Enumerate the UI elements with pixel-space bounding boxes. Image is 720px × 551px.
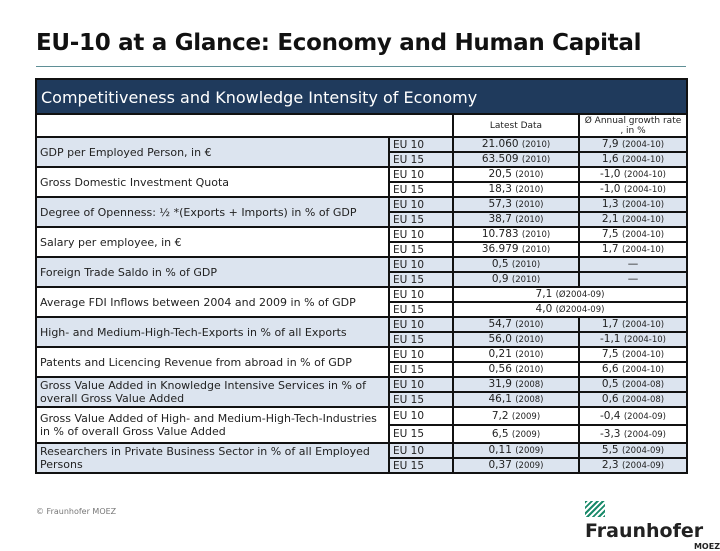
year-note: (2004-10) <box>621 140 665 150</box>
table-row <box>36 347 687 362</box>
table-row <box>36 317 687 332</box>
header-latest: Latest Data <box>453 114 579 137</box>
year-note: (2010) <box>515 200 544 210</box>
growth-value <box>579 377 687 392</box>
value: EU 10 <box>393 378 425 391</box>
year-note: (2009) <box>515 461 544 471</box>
year-note: (2010) <box>515 185 544 195</box>
value: 38,7 <box>488 213 512 225</box>
growth-value <box>579 362 687 377</box>
year-note: (2009) <box>511 429 541 440</box>
value: 5,5 <box>601 444 619 456</box>
value: EU 10 <box>393 228 425 241</box>
value: EU 15 <box>393 363 425 376</box>
indicator-label <box>36 407 389 443</box>
value: -1,0 <box>600 183 621 195</box>
year-note: (2004-09) <box>623 411 666 422</box>
indicator-label <box>36 317 389 347</box>
year-note: (2010) <box>515 320 544 330</box>
value: 7,9 <box>601 138 619 150</box>
value: 57,3 <box>488 198 512 210</box>
table-row <box>36 287 687 302</box>
growth-value <box>579 392 687 407</box>
growth-value <box>579 152 687 167</box>
year-note: (2010) <box>515 350 544 360</box>
table-header <box>36 114 687 137</box>
value: 7,5 <box>601 348 619 360</box>
latest-value <box>453 317 579 332</box>
value: 0,56 <box>488 363 512 375</box>
latest-value <box>453 443 579 458</box>
region-label <box>389 347 453 362</box>
region-label <box>389 257 453 272</box>
latest-value <box>453 137 579 152</box>
year-note: (2008) <box>515 380 544 390</box>
value: 0,21 <box>488 348 512 360</box>
year-note: (2010) <box>521 155 551 165</box>
value: Salary per employee, in € <box>40 235 182 249</box>
year-note: (2004-10) <box>621 155 665 165</box>
value: 6,5 <box>491 427 509 440</box>
value: EU 15 <box>393 213 425 226</box>
logo-sub: MOEZ <box>693 542 720 551</box>
table-row <box>36 443 687 458</box>
value: EU 10 <box>393 444 425 457</box>
value: Degree of Openness: ½ *(Exports + Imports) in % of GDP <box>40 205 357 219</box>
value: -1,1 <box>600 333 621 345</box>
latest-value <box>453 287 687 302</box>
indicator-label <box>36 197 389 227</box>
header-growth: Ø Annual growth rate , in % <box>579 114 687 137</box>
region-label <box>389 407 453 425</box>
value: EU 15 <box>393 459 425 472</box>
region-label <box>389 425 453 443</box>
fraunhofer-logo <box>585 498 720 551</box>
value: 0,11 <box>488 444 512 456</box>
value: EU 15 <box>393 393 425 406</box>
table-row <box>36 407 687 425</box>
growth-value <box>579 272 687 287</box>
year-note: (2010) <box>515 215 544 225</box>
year-note: (2004-09) <box>621 446 665 456</box>
year-note: (2004-10) <box>621 230 665 240</box>
indicator-label <box>36 257 389 287</box>
table-row <box>36 227 687 242</box>
region-label <box>389 443 453 458</box>
value: 1,7 <box>601 318 619 330</box>
indicator-label <box>36 137 389 167</box>
header-blank <box>36 114 453 137</box>
value: 1,6 <box>601 153 619 165</box>
value: EU 10 <box>393 318 425 331</box>
value: 0,37 <box>488 459 512 471</box>
region-label <box>389 377 453 392</box>
table-row <box>36 257 687 272</box>
value: 2,1 <box>601 213 619 225</box>
value: 0,9 <box>491 273 509 285</box>
value: 36.979 <box>481 243 519 255</box>
latest-value <box>453 377 579 392</box>
value: EU 15 <box>393 273 425 286</box>
growth-value <box>579 458 687 473</box>
table-row <box>36 197 687 212</box>
region-label <box>389 317 453 332</box>
year-note: (Ø2004-09) <box>555 305 605 315</box>
value: 20,5 <box>488 168 512 180</box>
year-note: (2004-08) <box>621 395 665 405</box>
latest-value <box>453 425 579 443</box>
indicator-table <box>35 113 688 474</box>
value: 6,6 <box>601 363 619 375</box>
region-label <box>389 287 453 302</box>
slide-title: EU-10 at a Glance: Economy and Human Capital <box>36 30 642 56</box>
value: -3,3 <box>600 427 621 440</box>
value: Patents and Licencing Revenue from abroad in % of GDP <box>40 355 352 369</box>
growth-value <box>579 212 687 227</box>
year-note: (2004-10) <box>621 365 665 375</box>
latest-value <box>453 242 579 257</box>
year-note: (2010) <box>511 275 541 285</box>
table-row <box>36 167 687 182</box>
year-note: (2010) <box>521 230 551 240</box>
growth-value <box>579 317 687 332</box>
logo-mark-icon <box>585 501 605 517</box>
latest-value <box>453 332 579 347</box>
title-divider <box>36 66 686 67</box>
growth-value <box>579 257 687 272</box>
latest-value <box>453 347 579 362</box>
value: 1,7 <box>601 243 619 255</box>
year-note: (2010) <box>511 260 541 270</box>
region-label <box>389 212 453 227</box>
value: 18,3 <box>488 183 512 195</box>
region-label <box>389 272 453 287</box>
year-note: (2004-10) <box>623 335 666 345</box>
year-note: (2010) <box>515 170 544 180</box>
growth-value <box>579 443 687 458</box>
growth-value <box>579 167 687 182</box>
year-note: (2010) <box>515 365 544 375</box>
region-label <box>389 332 453 347</box>
table-row <box>36 137 687 152</box>
value: EU 10 <box>393 168 425 181</box>
latest-value <box>453 257 579 272</box>
value: 2,3 <box>601 459 619 471</box>
region-label <box>389 302 453 317</box>
value: 31,9 <box>488 378 512 390</box>
growth-value <box>579 407 687 425</box>
value: Gross Value Added in Knowledge Intensive Services in % of overall Gross Value Added <box>40 379 367 405</box>
year-note: (2004-08) <box>621 380 665 390</box>
latest-value <box>453 182 579 197</box>
value: 1,3 <box>601 198 619 210</box>
value: EU 10 <box>393 410 425 422</box>
value: — <box>627 258 639 270</box>
latest-value <box>453 362 579 377</box>
value: -0,4 <box>600 409 621 422</box>
logo-name: Fraunhofer <box>585 520 704 542</box>
value: 4,0 <box>535 303 553 315</box>
value: Gross Value Added of High- and Medium-High-Tech-Industries in % of overall Gross Value Added <box>40 412 377 438</box>
region-label <box>389 242 453 257</box>
value: EU 10 <box>393 288 425 301</box>
value: Researchers in Private Business Sector in % of all Employed Persons <box>40 445 370 471</box>
value: High- and Medium-High-Tech-Exports in % of all Exports <box>40 325 347 339</box>
value: EU 10 <box>393 198 425 211</box>
latest-value <box>453 167 579 182</box>
latest-value <box>453 197 579 212</box>
latest-value <box>453 302 687 317</box>
table-row <box>36 377 687 392</box>
value: EU 15 <box>393 243 425 256</box>
year-note: (Ø2004-09) <box>555 290 605 300</box>
value: — <box>627 273 639 285</box>
value: -1,0 <box>600 168 621 180</box>
year-note: (2004-09) <box>623 429 666 440</box>
indicator-label <box>36 377 389 407</box>
latest-value <box>453 272 579 287</box>
indicator-label <box>36 287 389 317</box>
region-label <box>389 152 453 167</box>
latest-value <box>453 227 579 242</box>
value: 54,7 <box>488 318 512 330</box>
latest-value <box>453 392 579 407</box>
region-label <box>389 197 453 212</box>
year-note: (2009) <box>515 446 544 456</box>
region-label <box>389 392 453 407</box>
year-note: (2004-10) <box>621 320 665 330</box>
value: 46,1 <box>488 393 512 405</box>
growth-value <box>579 347 687 362</box>
value: Average FDI Inflows between 2004 and 2009 in % of GDP <box>40 295 356 309</box>
latest-value <box>453 212 579 227</box>
value: 0,5 <box>601 378 619 390</box>
value: EU 10 <box>393 138 425 151</box>
year-note: (2004-10) <box>621 350 665 360</box>
growth-value <box>579 242 687 257</box>
value: 56,0 <box>488 333 512 345</box>
growth-value <box>579 227 687 242</box>
value: EU 15 <box>393 303 425 316</box>
value: EU 15 <box>393 153 425 166</box>
growth-value <box>579 332 687 347</box>
year-note: (2010) <box>515 335 544 345</box>
year-note: (2008) <box>515 395 544 405</box>
region-label <box>389 227 453 242</box>
growth-value <box>579 425 687 443</box>
value: Gross Domestic Investment Quota <box>40 175 230 189</box>
region-label <box>389 182 453 197</box>
year-note: (2010) <box>521 140 551 150</box>
year-note: (2009) <box>511 411 541 422</box>
value: 7,5 <box>601 228 619 240</box>
value: GDP per Employed Person, in € <box>40 145 212 159</box>
latest-value <box>453 458 579 473</box>
value: EU 15 <box>393 183 425 196</box>
indicator-label <box>36 347 389 377</box>
value: 7,1 <box>535 288 553 300</box>
indicator-label <box>36 167 389 197</box>
year-note: (2004-10) <box>623 170 666 180</box>
value: 0,6 <box>601 393 619 405</box>
value: 7,2 <box>491 409 509 422</box>
value: EU 10 <box>393 348 425 361</box>
latest-value <box>453 407 579 425</box>
value: 63.509 <box>481 153 519 165</box>
latest-value <box>453 152 579 167</box>
copyright: © Fraunhofer MOEZ <box>36 507 117 516</box>
year-note: (2004-10) <box>621 245 665 255</box>
indicator-label <box>36 443 389 473</box>
indicator-label <box>36 227 389 257</box>
region-label <box>389 362 453 377</box>
year-note: (2004-10) <box>621 215 665 225</box>
year-note: (2004-10) <box>623 185 666 195</box>
value: 0,5 <box>491 258 509 270</box>
growth-value <box>579 137 687 152</box>
value: 10.783 <box>481 228 519 240</box>
value: Foreign Trade Saldo in % of GDP <box>40 265 218 279</box>
year-note: (2004-10) <box>621 200 665 210</box>
region-label <box>389 137 453 152</box>
section-title: Competitiveness and Knowledge Intensity of Economy <box>35 78 688 113</box>
year-note: (2004-09) <box>621 461 665 471</box>
region-label <box>389 458 453 473</box>
year-note: (2010) <box>521 245 551 255</box>
value: EU 15 <box>393 333 425 346</box>
value: EU 15 <box>393 428 425 440</box>
growth-value <box>579 197 687 212</box>
value: EU 10 <box>393 258 425 271</box>
growth-value <box>579 182 687 197</box>
region-label <box>389 167 453 182</box>
value: 21.060 <box>481 138 519 150</box>
